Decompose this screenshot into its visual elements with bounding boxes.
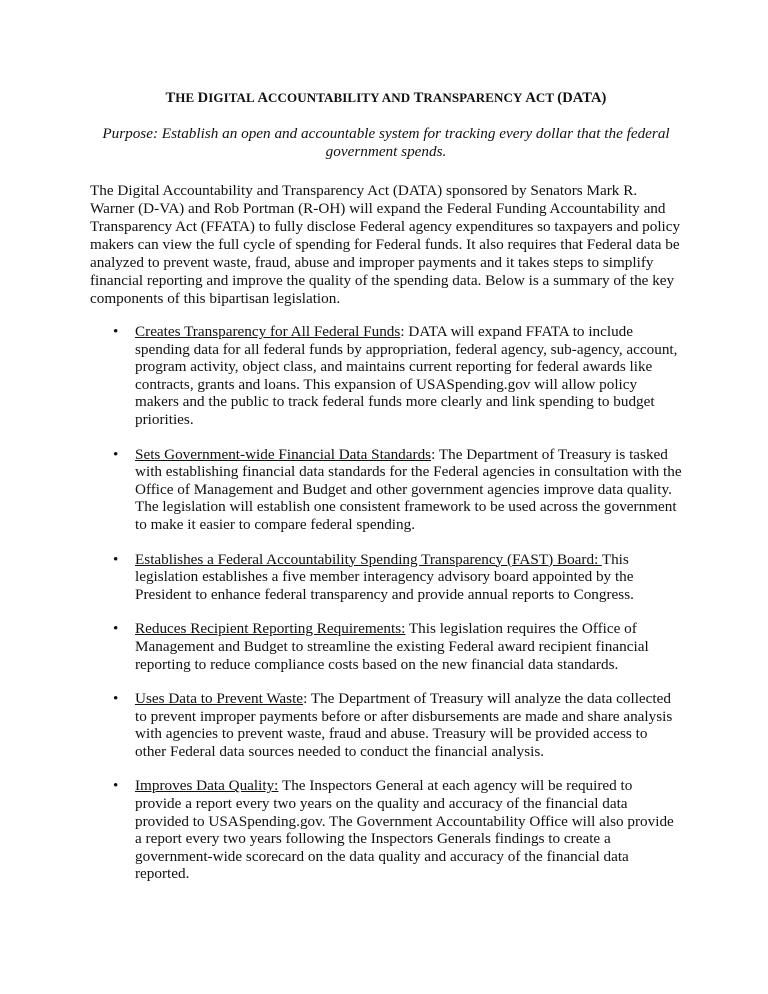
item-separator: : <box>431 445 439 463</box>
item-body: This legislation establishes a five member interagency advisory board appointed by the President to enhance federal transparency and provide annual reports to Congress. <box>135 550 634 603</box>
item-body: The Department of Treasury is tasked with establishing financial data standards for the Federal agencies in consultation with the Office of Management and Budget and other government agencies improve data quality. The legislation will establish one consistent framework to be used across the government to make it easier to compare federal spending. <box>135 445 682 533</box>
bullet-icon: • <box>113 690 119 708</box>
item-body: DATA will expand FFATA to include spending data for all federal funds by appropriation, federal agency, sub-agency, account, program activity, object class, and maintains current reporting for federal awards like contracts, grants and loans. This expansion of USASpending.gov will allow policy makers and the public to track federal funds more clearly and link spending to budget priorities. <box>135 323 678 428</box>
document-title <box>90 90 682 107</box>
purpose-statement: Purpose: Establish an open and accountable system for tracking every dollar that the federal government spends. <box>102 125 670 160</box>
bullet-icon: • <box>113 620 119 638</box>
title-part: D <box>197 90 209 106</box>
item-heading: Establishes a Federal Accountability Spending Transparency (FAST) Board: <box>135 550 602 568</box>
intro-paragraph: The Digital Accountability and Transparency Act (DATA) sponsored by Senators Mark R. Warner (D-VA) and Rob Portman (R-OH) will expand the Federal Funding Accountability and Transparency Act (FFATA) to fully disclose Federal agency expenditures so taxpayers and policy makers can view the full cycle of spending for Federal funds. It also requires that Federal data be analyzed to prevent waste, fraud, abuse and improper payments and it takes steps to simplify financial reporting and improve the quality of the spending data. Below is a summary of the key components of this bipartisan legislation. <box>90 182 681 307</box>
title-part: CCOUNTABILITY AND <box>268 90 414 105</box>
title-part: (DATA) <box>557 90 607 106</box>
item-heading: Reduces Recipient Reporting Requirements: <box>135 620 406 638</box>
item-heading: Improves Data Quality: <box>135 777 279 795</box>
title-part: A <box>525 90 536 106</box>
document-page <box>90 90 682 900</box>
item-separator: : <box>303 690 311 708</box>
list-item <box>90 690 682 760</box>
bullet-icon: • <box>113 550 119 568</box>
item-separator: : <box>400 323 409 340</box>
bullet-icon: • <box>113 777 119 795</box>
title-part: IGITAL <box>208 90 258 105</box>
title-part: CT <box>535 90 558 105</box>
list-item <box>90 620 682 673</box>
bullet-icon: • <box>113 445 119 463</box>
title-part: HE <box>175 90 198 105</box>
list-item <box>90 777 682 883</box>
item-heading: Sets Government-wide Financial Data Standards <box>135 445 432 463</box>
item-heading: Uses Data to Prevent Waste <box>135 690 304 708</box>
item-heading: Creates Transparency for All Federal Funds <box>135 323 401 340</box>
list-item <box>90 551 682 604</box>
item-body: The Department of Treasury will analyze the data collected to prevent improper payments before or after disbursements are made and share analysis with agencies to prevent waste, fraud and abuse. Treasury will be provided access to other Federal data sources needed to conduct the financial analysis. <box>135 690 673 760</box>
list-item <box>90 446 682 534</box>
title-part: T <box>165 90 176 106</box>
item-body: The Inspectors General at each agency will be required to provide a report every two years on the quality and accuracy of the financial data provided to USASpending.gov. The Government Accountability Office will also provide a report every two years following the Inspectors Generals findings to create a government-wide scorecard on the data quality and accuracy of the financial data reported. <box>135 777 674 883</box>
list-item <box>90 323 682 429</box>
title-part: RANSPARENCY <box>423 90 526 105</box>
component-list <box>90 323 682 883</box>
title-part: A <box>257 90 269 106</box>
title-part: T <box>413 90 424 106</box>
item-body: This legislation requires the Office of Management and Budget to streamline the existing Federal award recipient financial reporting to reduce compliance costs based on the new financial data standards. <box>135 620 649 673</box>
bullet-icon: • <box>113 323 119 340</box>
